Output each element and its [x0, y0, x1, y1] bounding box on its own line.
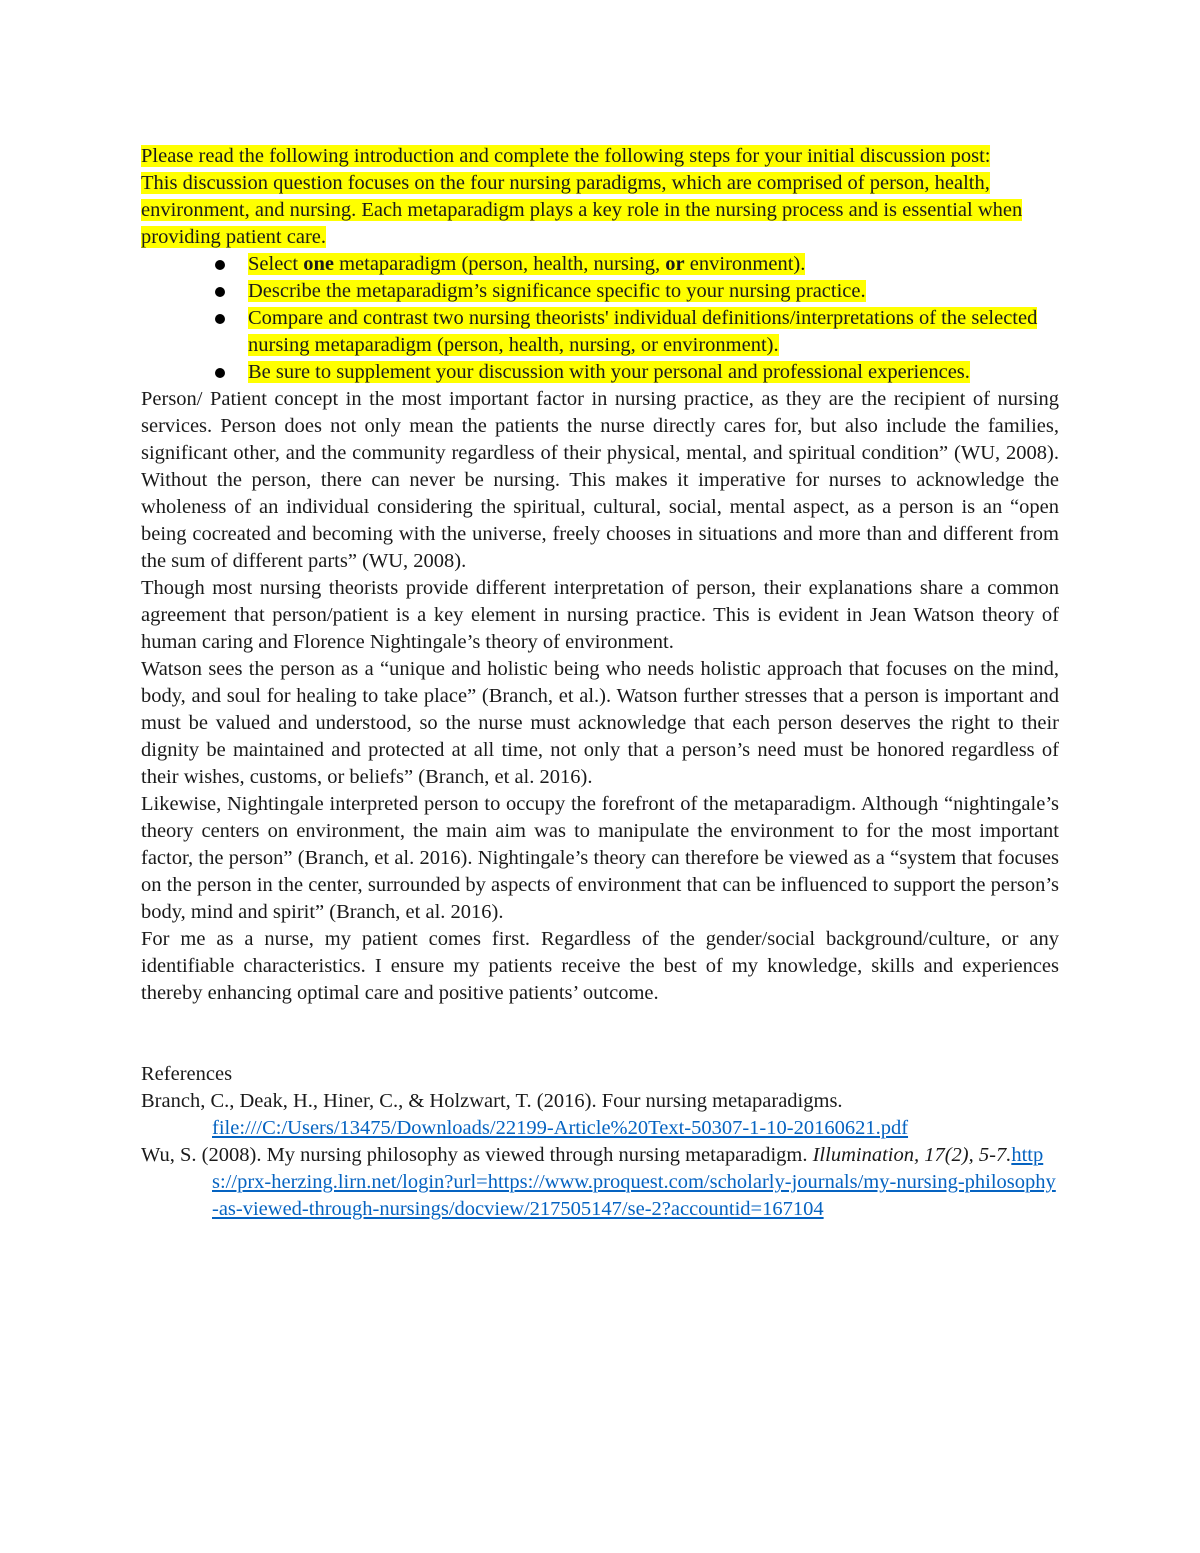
discussion-question [141, 170, 1059, 251]
paragraph: Watson sees the person as a “unique and holistic being who needs holistic approach that focuses on the mind, body, and soul for healing to take place” (Branch, et al.). Watson further stresses that a person is important and must be valued and understood, so the nurse must acknowledge that each person deserves the right to their dignity be maintained and protected at all time, not only that a person’s need must be honored regardless of their wishes, customs, or beliefs” (Branch, et al. 2016). [141, 658, 1059, 788]
instructions-section [141, 143, 1059, 251]
step-text: metaparadigm (person, health, nursing, [333, 253, 666, 275]
bullet-icon [215, 314, 225, 324]
step-text: Select [248, 253, 304, 275]
paragraph: For me as a nurse, my patient comes first. Regardless of the gender/social background/culture, or any identifiable characteristics. I ensure my patients receive the best of my knowledge, skills and experiences thereby enhancing optimal care and positive patients’ outcome. [141, 928, 1059, 1004]
highlighted-text [248, 253, 805, 275]
journal-title: Illumination, 17(2), 5-7. [812, 1144, 1012, 1166]
step-text: Compare and contrast two nursing theorists' individual definitions/interpretations of the selected nursing metaparadigm (person, health, nursing, or environment). [248, 307, 1038, 356]
discussion-response [141, 386, 1059, 1007]
paragraph: Person/ Patient concept in the most important factor in nursing practice, as they are the recipient of nursing services. Person does not only mean the patients the nurse directly cares for, but also include the families, significant other, and the community regardless of their physical, mental, and spiritual condition” (WU, 2008). Without the person, there can never be nursing. This makes it imperative for nurses to acknowledge the wholeness of an individual considering the spiritual, cultural, social, mental aspect, as a person is an “open being cocreated and becoming with the universe, freely chooses in situations and more than and different from the sum of different parts” (WU, 2008). [141, 388, 1059, 572]
highlighted-text: Please read the following introduction and complete the following steps for your initial discussion post: [141, 145, 991, 167]
reference-link[interactable]: https://prx-herzing.lirn.net/login?url=https://www.proquest.com/scholarly-journals/my-nursing-philosophy-as-viewed-through-nursings/docview/217505147/se-2?accountid=167104 [212, 1144, 1056, 1220]
bullet-icon [215, 287, 225, 297]
step-text: Describe the metaparadigm’s significance specific to your nursing practice. [248, 280, 866, 302]
reference-text: Wu, S. (2008). My nursing philosophy as viewed through nursing metaparadigm. [141, 1144, 813, 1166]
step-text: Be sure to supplement your discussion with your personal and professional experiences. [248, 361, 970, 383]
reference-entry [141, 1088, 1059, 1142]
paragraph: Likewise, Nightingale interpreted person to occupy the forefront of the metaparadigm. Although “nightingale’s theory centers on environment, the main aim was to manipulate the environment to for the most important factor, the person” (Branch, et al. 2016). Nightingale’s theory can therefore be viewed as a “system that focuses on the person in the center, surrounded by aspects of environment that can be influenced to support the person’s body, mind and spirit” (Branch, et al. 2016). [141, 793, 1059, 923]
paragraph: Though most nursing theorists provide different interpretation of person, their explanations share a common agreement that person/patient is a key element in nursing practice. This is evident in Jean Watson theory of human caring and Florence Nightingale’s theory of environment. [141, 577, 1059, 653]
list-item [248, 251, 1059, 278]
step-text: environment). [684, 253, 806, 275]
highlighted-text: This discussion question focuses on the four nursing paradigms, which are comprised of person, health, environment, and nursing. Each metaparadigm plays a key role in the nursing process and is essential when providing patient care. [141, 172, 1023, 248]
reference-link[interactable]: file:///C:/Users/13475/Downloads/22199-Article%20Text-50307-1-10-20160621.pdf [212, 1117, 909, 1139]
bullet-icon [215, 260, 225, 270]
document-body [141, 143, 1059, 1223]
emphasis-text: or [665, 253, 685, 275]
emphasis-text: one [303, 253, 334, 275]
references-heading: References [141, 1063, 233, 1085]
reference-text: Branch, C., Deak, H., Hiner, C., & Holzwart, T. (2016). Four nursing metaparadigms. [141, 1090, 843, 1112]
list-item [248, 305, 1059, 359]
reference-entry [141, 1142, 1059, 1223]
steps-list [141, 251, 1059, 386]
list-item [248, 359, 1059, 386]
list-item [248, 278, 1059, 305]
bullet-icon [215, 368, 225, 378]
instructions-intro [141, 143, 1059, 170]
